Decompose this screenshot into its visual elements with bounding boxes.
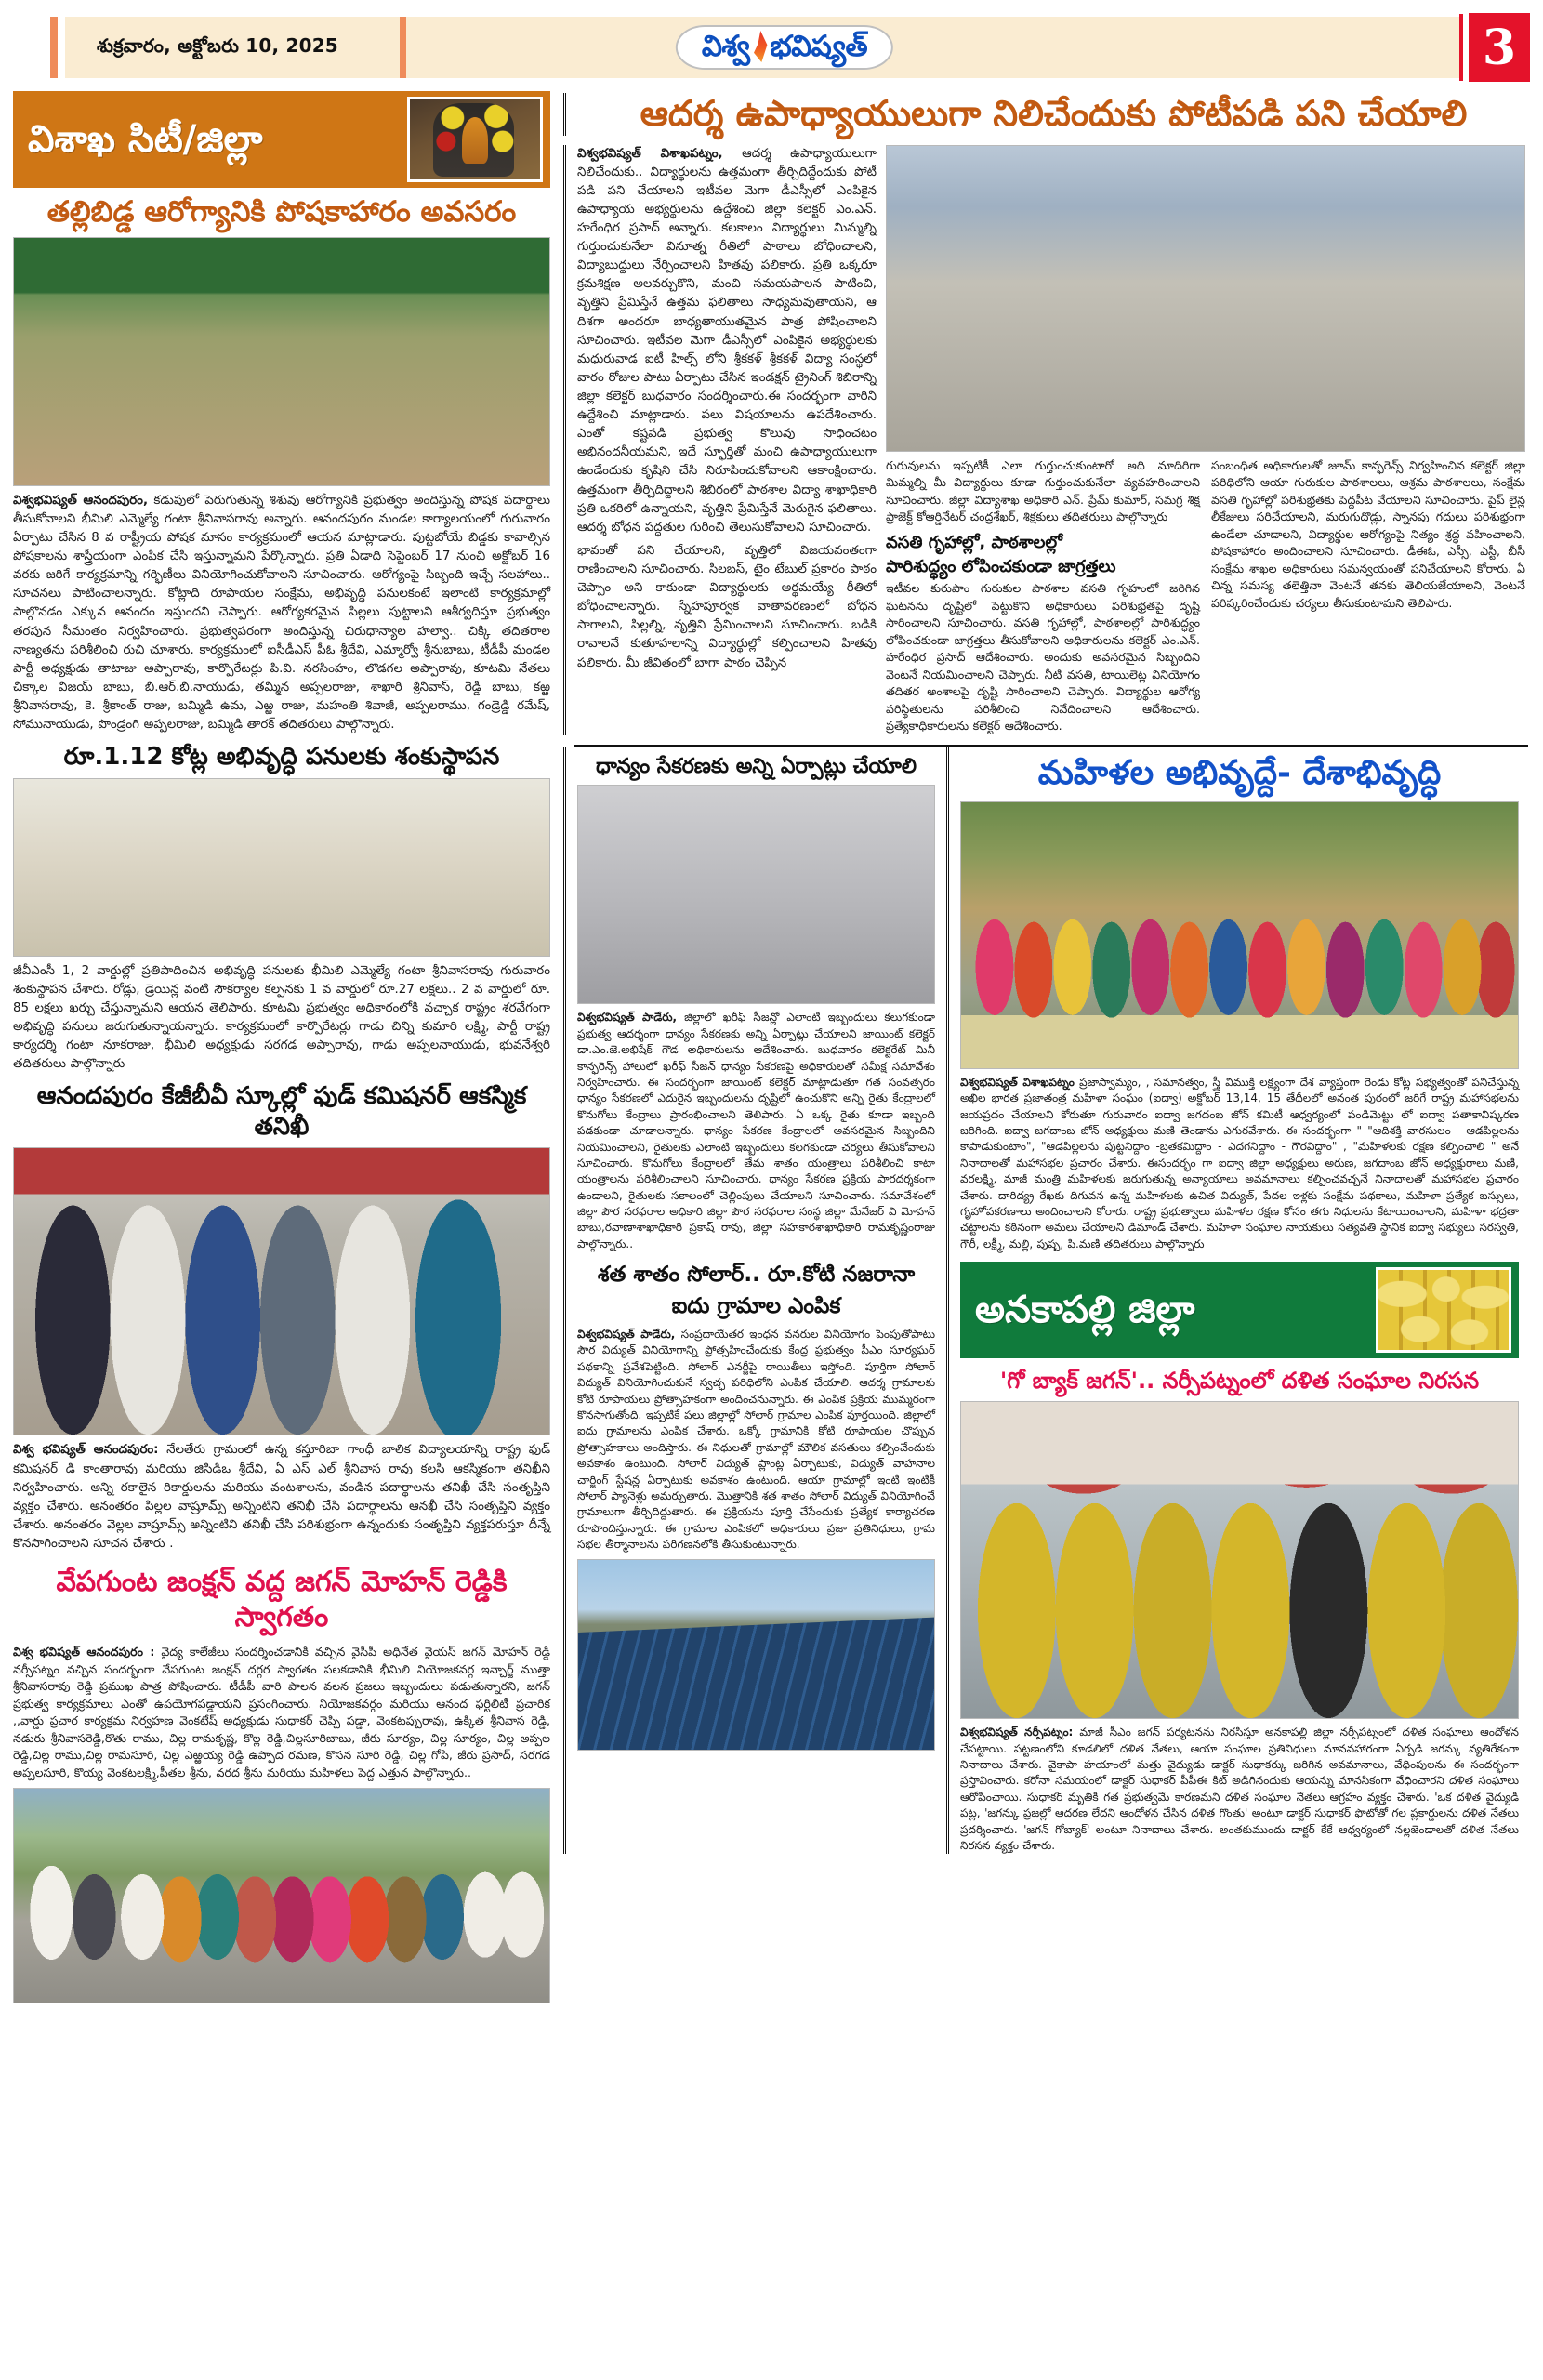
logo-text-part1: విశ్వ (701, 29, 750, 63)
grain-article-lede: విశ్వభవిష్యత్ పాడేరు, (577, 1011, 678, 1025)
grain-article-text: జిల్లాలో ఖరీఫ్ సీజన్లో ఎలాంటి ఇబ్బందులు కలుగకుండా ప్రభుత్వ ఆదర్శంగా ధాన్యం సేకరణకు అన్ని ఏర్పాట్లు చేయాలని జాయింట్ కలెక్టర్ డా.ఎం.జె.అభిషేక్ గౌడ అధికారులను ఆదేశించారు. బుధవారం కలెక్టరేట్ మినీ కాన్ఫరెన్స్ హాలులో ఖరీఫ్ సీజన్ ధాన్యం సేకరణపై అధికారులతో సమీక్ష సమావేశం నిర్వహించారు. ఈ సందర్భంగా జాయింట్ కలెక్టర్ మాట్లాడుతూ గత సంవత్సరం ధాన్యం సేకరణలో ఎదురైన ఇబ్బందులను దృష్టిలో ఉంచుకొని అన్ని రైతు కేంద్రాలలో కొనుగోలు కేంద్రాలు ప్రారంభించాలని తెలిపారు. ఏ ఒక్క రైతు కూడా ఇబ్బంది పడకుండా చూడాలన్నారు. ధాన్యం సేకరణ కేంద్రాలలో అవసరమైన సిబ్బందిని నియమించాలని, రైతులకు ఎలాంటి ఇబ్బందులు కలగకుండా చర్యలు తీసుకోవాలని సూచించారు. కొనుగోలు కేంద్రాలలో తేమ శాతం యంత్రాలు పరిశీలించి కాటా యంత్రాలను పరిశీలించాలని సూచించారు. ధాన్యం సేకరణ ప్రక్రియ పారదర్శకంగా ఉండాలని, రైతులకు సకాలంలో చెల్లింపులు చేయాలని సూచించారు. సమావేశంలో జిల్లా పౌర సరఫరాల అధికారి జిల్లా పౌర సరఫరాల సంస్థ జిల్లా మేనేజర్ వి మోహన్ బాబు,రవాణాశాఖాధికారి ప్రకాష్ రావు, జిల్లా సహకారశాఖాధికారి రామకృష్ణంరాజు పాల్గొన్నారు.. (577, 1011, 935, 1250)
collector-col3-text: సంబంధిత అధికారులతో జూమ్ కాన్ఫరెన్స్ నిర్వహించిన కలెక్టర్ జిల్లా పరిధిలోని ఆయా గురుకుల పాఠశాలలు, ఆశ్రమ పాఠశాలలు, సంక్షేమ వసతి గృహాల్లో పరిశుభ్రతకు పెద్దపీట వేయాలని సూచించారు. పైప్ లైన్ల లీకేజులు సరిచేయాలని, మరుగుదొడ్లు, స్నానపు గదులు పరిశుభ్రంగా ఉండేలా చూడాలని, విద్యార్థుల ఆరోగ్యంపై నిత్యం శ్రద్ధ వహించాలని, పోషకాహారం అందించాలని సూచించారు. డీఈఓ, ఎస్సీ, ఎస్టీ, బీసీ సంక్షేమ శాఖల అధికారులు సమన్వయంతో పనిచేయాలని కోరారు. ఏ చిన్న సమస్య తలెత్తినా వెంటనే తనకు తెలియజేయాలని, వెంటనే పరిష్కరించేందుకు చర్యలు తీసుకుంటామని తెలిపారు. (1211, 457, 1525, 610)
collector-article-text: ఆదర్శ ఉపాధ్యాయులుగా నిలిచేందుకు.. విద్యార్థులను ఉత్తమంగా తీర్చిదిద్దేందుకు పోటీ పడి పని చేయాలని ఇటీవల మెగా డీఎస్సీలో ఎంపికైన ఉపాధ్యాయ అభ్యర్థులను ఉద్దేశించి జిల్లా కలెక్టర్ ఎం.ఎన్. హరేంధిర ప్రసాద్ అన్నారు. కలకాలం విద్యార్థులు మిమ్మల్ని గుర్తుంచుకునేలా వినూత్న రీతిలో పాఠాలు బోధించాలని, విద్యాబుద్దులు నేర్పించాలని హితవు పలికారు. ప్రతి ఒక్కరూ క్రమశిక్షణ అలవర్చుకొని, మంచి సమయపాలన పాటించి, వృత్తిని ప్రేమిస్తేనే ఉత్తమ ఫలితాలు సాధ్యమవుతాయని, ఆ దిశగా అందరూ బాధ్యతాయుతమైన పాత్ర పోషించాలని సూచించారు. ఇటీవల మెగా డీఎస్సీలో ఎంపికైన అభ్యర్థులకు మధురువాడ ఐటీ హిల్స్ లోని శ్రీకకళ్ శ్రీకకళ్ విద్యా సంస్థలో వారం రోజుల పాటు ఏర్పాటు చేసిన ఇండక్షన్ ట్రైనింగ్ శిబిరాన్ని జిల్లా కలెక్టర్ బుధవారం సందర్శించారు.ఈ సందర్భంగా వారిని ఉద్దేశించి మాట్లాడారు. పలు విషయాలను ఉపదేశించారు. ఎంతో కష్టపడి ప్రభుత్వ కొలువు సాధించటం అభినందనీయమని, ఇదే స్ఫూర్తితో మంచి ఉపాధ్యాయులుగా ఉండేందుకు కృషిని చేసి నిరూపించుకోవాలని ఆకాంక్షించారు. ఉత్తమంగా తీర్చిదిద్దాలని శిబిరంలో పాఠశాల విద్యా శాఖాధికారి ప్రతి ఒకరిలో ఉన్నాయని, వృత్తిని ప్రేమిస్తేనే మెరుగైన ఫలితాలు. ఆదర్శ బోధన పద్ధతుల గురించి తెలుసుకోవాలని సూచించారు. (577, 146, 877, 535)
center-column (563, 747, 946, 1854)
collector-col2 (886, 457, 1200, 735)
solar-article-text: సంప్రదాయేతర ఇంధన వనరుల వినియోగం పెంపుతోపాటు సౌర విద్యుత్ వినియోగాన్ని ప్రోత్సహించేందుకు కేంద్ర ప్రభుత్వం పీఎం సూర్యఘర్ పథకాన్ని ప్రవేశపెట్టింది. సోలార్ ఎనర్జీపై రాయితీలు ఇస్తోంది. పూర్తిగా సోలార్ విద్యుత్ వినియోగించుకునే స్వచ్ఛ పరిధిలోని ఎంపిక చేయాలి. ఆదర్శ గ్రామాలకు కోటి రూపాయలు ప్రోత్సాహకంగా అందించనున్నారు. ఈ ఎంపిక ప్రక్రియ ముమ్మరంగా కొనసాగుతోంది. ఇప్పటికే పలు జిల్లాల్లో సోలార్ గ్రామాల ఎంపిక పూర్తయింది. జిల్లాలో ఐదు గ్రామాలను ఎంపిక చేశారు. ఒక్కో గ్రామానికి కోటి రూపాయల చొప్పున ప్రోత్సాహకాలు అందిస్తారు. ఈ నిధులతో గ్రామాల్లో మౌలిక వసతులు కల్పించేందుకు అవకాశం ఉంటుంది. సోలార్ విద్యుత్ ప్లాంట్ల ఏర్పాటుకు, విద్యుత్ వాహనాల చార్జింగ్ స్టేషన్ల ఏర్పాటుకు అవకాశం ఉంటుంది. ఆయా గ్రామాల్లో ఇంటి ఇంటికీ సోలార్ ప్యానెళ్లు అమర్చుతారు. మొత్తానికి శత శాతం సోలార్ విద్యుత్ వినియోగించే గ్రామాలుగా తీర్చిదిద్దుతారు. ఈ ప్రక్రియను పూర్తి చేసేందుకు ప్రత్యేక కార్యాచరణ రూపొందిస్తున్నారు. ఈ గ్రామాల ఎంపికలో అధికారులు ప్రజా ప్రతినిధులు, గ్రామ సభల తీర్మానాలను పరిగణనలోకి తీసుకుంటున్నారు. (577, 1328, 935, 1552)
masthead (65, 17, 1517, 78)
dalit-protest-text: మాజీ సీఎం జగన్ పర్యటనను నిరసిస్తూ అనకాపల్లి జిల్లా నర్సీపట్నంలో దళిత సంఘాలు ఆందోళన చేపట్టాయి. పట్టణంలోని కూడలిలో దళిత నేతలు, ఆయా సంఘాల ప్రతినిధులు మానవహారంగా ఏర్పడి జగన్కు వ్యతిరేకంగా నినాదాలు చేశారు. వైకాపా హయాంలో మత్తు వైద్యుడు డాక్టర్ సుధాకర్కు జరిగిన అవమానాలు, వేధింపులను ఈ సందర్భంగా ప్రస్తావించారు. కరోనా సమయంలో డాక్టర్ సుధాకర్ పీపీఈ కిట్ అడిగినందుకు ఆయన్ను మానసికంగా వేధించారని దళిత సంఘాలు ఆరోపించాయి. సుధాకర్ మృతికి గత ప్రభుత్వమే కారణమని దళిత సంఘాల నేతలు ఆగ్రహం వ్యక్తం చేశారు. 'ఒక దళిత వైద్యుడి పట్ల, 'జగన్కు ప్రజల్లో ఆదరణ లేదని ఆందోళన చేసిన దళిత గొంతు' అంటూ డాక్టర్ సుధాకర్ ఫొటోతో గల ప్లకార్డులను దళిత నేతలు ప్రదర్శించారు. 'జగన్ గోబ్యాక్' అంటూ నినాదాలు చేశారు. అంతకుముందు డాక్టర్ కేకే ఆధ్వర్యంలో నల్లజెండాలతో దళిత నేతలు నిరసన వ్యక్తం చేశారు. (960, 1726, 1519, 1852)
publication-date: శుక్రవారం, అక్టోబరు 10, 2025 (97, 33, 338, 57)
foundation-stone-ceremony-photo (13, 778, 550, 957)
flame-icon (752, 31, 767, 62)
solar-panel-farm-photo (577, 1559, 935, 1751)
anakapalli-district-title: అనకాపల్లి జిల్లా (975, 1289, 1195, 1332)
hostel-body-text: ఇటీవల కురుపాం గురుకుల పాఠశాల వసతి గృహంలో జరిగిన ఘటనను దృష్టిలో పెట్టుకొని అధికారులు పరిశుభ్రతపై దృష్టి సారించాలని సూచించారు. వసతి గృహాల్లో, పాఠశాలల్లో పారిశుద్ధ్యం లోపించకుండా జాగ్రత్తలు తీసుకోవాలని అధికారులను కలెక్టర్ ఎం.ఎన్. హరేంధిర ప్రసాద్ ఆదేశించారు. అందుకు అవసరమైన సిబ్బందిని వెంటనే నియమించాలని చెప్పారు. నీటి వసతి, టాయిలెట్ల వినియోగం తదితర అంశాలపై దృష్టి సారించాలని చెప్పారు. విద్యార్థుల ఆరోగ్య పరిస్థితులను పరిశీలించి నివేదించాలని ఆదేశించారు. ప్రత్యేకాధికారులను కలెక్టర్ ఆదేశించారు. (886, 581, 1200, 734)
collector-story-right (886, 145, 1525, 735)
women-rally-photo (960, 801, 1519, 1069)
visakha-district-banner (13, 91, 550, 188)
collector-article-body (577, 145, 877, 537)
main-headline: ఆదర్శ ఉపాధ్యాయులుగా నిలిచేందుకు పోటీపడి పని చేయాలి (640, 93, 1468, 134)
page-columns (13, 91, 1530, 2350)
masthead-left-accent-bar (50, 17, 58, 78)
collector-lower-cols (886, 457, 1525, 735)
collector-article-cont: భావంతో పని చేయాలని, వృత్తిలో విజయవంతంగా రాణించాలని సూచించారు. సిలబస్, టైం టేబుల్ ప్రకారం పాఠం చెప్పాం అని కాకుండా విద్యార్థులకు అర్థమయ్యే రీతిలో బోధించాలన్నారు. స్నేహపూర్వక వాతావరణంలో బోధన సాగాలని, పిల్లల్ని, వృత్తిని ప్రేమించాలని సూచించారు. బడికి రావాలనే కుతూహలాన్ని విద్యార్థుల్లో కల్పించాలని హితవు పలికారు. మీ జీవితంలో బాగా పాఠం చెప్పిన (577, 543, 877, 670)
right-column (946, 747, 1519, 1854)
hostel-subhead-line2: పారిశుద్ధ్యం లోపించకుండా జాగ్రత్తలు (886, 556, 1116, 576)
visakha-district-title: విశాఖ సిటీ/జిల్లా (28, 118, 263, 161)
solar-article-lede: విశ్వభవిష్యత్ పాడేరు, (577, 1328, 676, 1342)
dalit-protest-body (960, 1725, 1519, 1854)
hostel-subhead-line1: వసతి గృహాల్లో, పాఠశాలల్లో (886, 532, 1062, 552)
grain-headline: ధాన్యం సేకరణకు అన్ని ఏర్పాట్లు చేయాలి (596, 754, 917, 778)
anakapalli-district-banner (960, 1262, 1519, 1358)
lower-split (563, 747, 1530, 1854)
newspaper-logo (676, 25, 893, 70)
welcome-article-lede: విశ్వ భవిష్యత్ ఆనందపురం : (13, 1645, 155, 1659)
nutrition-headline: తల్లిబిడ్డ ఆరోగ్యానికి పోషకాహారం అవసరం (46, 195, 517, 229)
left-column (13, 91, 563, 2350)
welcome-rally-photo (13, 1788, 550, 2003)
foundation-headline: రూ.1.12 కోట్ల అభివృద్ధి పనులకు శంకుస్థాపన (63, 743, 500, 772)
collector-col3 (1211, 457, 1525, 735)
women-article-text: ప్రజాస్వామ్యం, , సమానత్వం, స్త్రీ విముక్తి లక్ష్యంగా దేశ వ్యాప్తంగా రెండు కోట్ల సభ్యత్వంతో పనిచేస్తున్న అఖిల భారత ప్రజాతంత్ర మహిళా సంఘం (ఐద్వా) అక్టోబర్ 13,14, 15 తేదీలలో అనంత పురంలో జరిగే రాష్ట్ర మహాసభలను జయప్రదం చేయాలని కోరుతూ గురువారం ఐద్వా జగదంబ జోన్ కమిటీ ఆధ్వర్యంలో పండిమెట్టు లో ఐద్వా పతాకావిష్కరణ జరిగింది. ఐద్వా జగదాంబ జోన్ అధ్యక్షులు మణి తెండాను ఎగురవేశారు. ఈ సందర్భంగా " "ఆదిశక్తి వారసులం - ఆడపిల్లలను కాపాడుకుంటాం", "ఆడపిల్లలను పుట్టనిద్దాం -బ్రతకమిద్దాం - ఎదగనిద్దాం - గౌరవిద్దాం" , "మహిళలకు రక్షణ కల్పించాలి " అనే నినాదాలతో మహాసభల ప్రచారం చేశారు. ఈసందర్భం గా ఐద్వా జిల్లా అధ్యక్షులు అరుణ, జగదాంబ జోన్ అధ్యక్షురాలు మణి, వరలక్ష్మి, మాజీ మంత్రి మహిళలకు జరుగుతున్న అన్యాయాలు అవమానాలు కల్పించవచ్చనే నినాదాలతో మహాసభల ప్రచారం చేశారు. దారిద్య్ర రేఖకు దిగువన ఉన్న మహిళలకు ఉచిత విద్యుత్, పేదల ఇళ్లకు సంక్షేమ పథకాలు, మహిళా ప్రత్యేక బస్సులు, గృహోపకరణాలు అందించాలని కోరారు. రాష్ట్ర ప్రభుత్వాలు మహిళల రక్షణ కోసం తగు నిధులను కేటాయించాలని, మహిళా భద్రతా చట్టాలను కఠినంగా అమలు చేయాలని డిమాండ్ చేశారు. మహిళా సంఘాల నాయకులు సత్యవతి స్థానిక ఐద్వా సభ్యులు సరస్వతి, గౌరీ, లక్ష్మీ, మల్లి, పుష్ప, పి.మణి తదితరులు పాల్గొన్నారు (960, 1075, 1519, 1250)
main-headline-wrap (563, 93, 1530, 136)
dalit-protest-headline: 'గో బ్యాక్ జగన్'.. నర్సీపట్నంలో దళిత సంఘాల నిరసన (999, 1368, 1480, 1395)
jaggery-blocks-photo (1376, 1267, 1511, 1353)
school-food-inspection-photo (13, 1147, 550, 1435)
inspection-article-body (13, 1441, 550, 1554)
collector-col2-text: గురువులను ఇప్పటికీ ఎలా గుర్తుంచుకుంటారో అది మాదిరిగా మిమ్మల్ని మీ విద్యార్థులు కూడా గుర్తుంచుకునేలా వ్యవహరించాలని సూచించారు. జిల్లా విద్యాశాఖ అధికారి ఎన్. ప్రేమ్ కుమార్, సమగ్ర శిక్ష ప్రాజెక్ట్ కోఆర్డినేటర్ చంద్రశేఖర్, శిక్షకులు తదితరులు పాల్గొన్నారు (886, 457, 1200, 524)
dalit-protest-photo (960, 1401, 1519, 1719)
joint-collector-photo (577, 785, 935, 1004)
page-number-badge: 3 (1469, 13, 1530, 82)
women-development-headline: మహిళల అభివృద్దే- దేశాభివృద్ధి (1037, 753, 1442, 792)
collector-story-col1 (577, 145, 886, 735)
welcome-article-body (13, 1644, 550, 1781)
nutrition-article-text: కడుపులో పెరుగుతున్న శిశువు ఆరోగ్యానికి ప్రభుత్వం అందిస్తున్న పోషక పదార్థాలు తీసుకోవాలని భీమిలి ఎమ్మెల్యే గంటా శ్రీనివాసరావు అన్నారు. ఆనందపురం మండల కార్యాలయంలో గురువారం ఏర్పాటు చేసిన 8 వ రాష్ట్రీయ పోషక మాసం కార్యక్రమంలో ఆయన మాట్లాడారు. పుట్టబోయే బిడ్డకు కావాల్సిన పోషకాలను శాస్త్రీయంగా ఎంపిక చేసి ఇస్తున్నామని పేర్కొన్నారు. ప్రతి ఏడాది సెప్టెంబర్ 17 నుంచి అక్టోబర్ 16 వరకు జరిగే కార్యక్రమాన్ని గర్భిణీలు వినియోగించుకోవాలని సూచించారు. ఆరోగ్యంపై సిబ్బంది ఇచ్చే సలహాలు.. సూచనలు పాటించాలన్నారు. కోట్లాది రూపాయల సంక్షేమ, అభివృద్ధి పనులకంటే ఇలాంటి కార్యక్రమాల్లో పాల్గొనడం ఎక్కువ ఆనందం ఇస్తుందని చెప్పారు. ఆరోగ్యకరమైన పిల్లలు పుట్టాలని ఆశీర్వదిస్తూ ప్రభుత్వం తరపున సీమంతం నిర్వహించారు. ప్రభుత్వపరంగా అందిస్తున్న చిరుధాన్యాల హల్వా.. చిక్కి తదితరాల నాణ్యతను పరిశీలించి రుచి చూశారు. కార్యక్రమంలో ఐసీడీఎస్ పీఓ శ్రీదేవి, ఎమ్మార్వో శ్రీనుబాబు, టీడీపీ మండల పార్టీ అధ్యక్షుడు తాటాజు అప్పారావు, కార్పొరేటర్లు పి.వి. నరసింహం, లొడగల అప్పారావు, కూటమి నేతలు చిక్కాల విజయ్ బాబు, బి.ఆర్.బి.నాయుడు, తమ్మిన అప్పలరాజు, శాఖారి శ్రీనివాస్, రెడ్డి బాబు, కఱ్ఱ శ్రీనివాసరావు, కె. శ్రీకాంత్ రాజు, బమ్మిడి ఉమ, ఎఱ్ఱ రాజు, మహంతి శివాజీ, అప్పలరాము, గండ్రెడ్డి రమేష్, సోమునాయుడు, పొండ్రంగి అప్పలరాజు, బమ్మిడి తారక్ తదితరులు పాల్గొన్నారు. (13, 493, 550, 733)
solar-headline-line2: ఐదు గ్రామాల ఎంపిక (671, 1294, 841, 1319)
nutrition-article-body (13, 492, 550, 734)
inspection-article-lede: విశ్వ భవిష్యత్ ఆనందపురం: (13, 1443, 159, 1458)
foundation-article-body: జీవీఎంసీ 1, 2 వార్డుల్లో ప్రతిపాదించిన అభివృద్ధి పనులకు భీమిలి ఎమ్మెల్యే గంటా శ్రీనివాసరావు గురువారం శంకుస్థాపన చేశారు. రోడ్లు, డ్రెయిన్ల వంటి సౌకర్యాల కల్పనకు 1 వ వార్డులో రూ.27 లక్షలు.. 2 వ వార్డులో రూ. 85 లక్షలు ఖర్చు చేస్తున్నామని ఆయన తెలిపారు. కూటమి ప్రభుత్వం అధికారంలోకి వచ్చాక రాష్ట్రం శరవేగంగా అభివృద్ధి పనులు జరుగుతున్నాయన్నారు. కార్యక్రమంలో కార్పొరేటర్లు గాడు చిన్ని కుమారి లక్ష్మి, పార్టీ రాష్ట్ర కార్యదర్శి గంటా నూకరాజు, భీమిలి అధ్యక్షుడు సరగడ అప్పారావు, గాడు అప్పలనాయుడు, భువనేశ్వరి తదితరులు పాల్గొన్నారు (13, 963, 550, 1072)
solar-headline-line1: శత శాతం సోలార్.. రూ.కోటి నజరానా (597, 1263, 916, 1288)
collector-story (563, 145, 1530, 735)
women-article-lede: విశ్వభవిష్యత్ విశాఖపట్నం (960, 1075, 1075, 1089)
nutrition-article-lede: విశ్వభవిష్యత్ ఆనందపురం, (13, 493, 149, 508)
nutrition-month-event-photo (13, 237, 550, 486)
collector-article-lede: విశ్వభవిష్యత్ విశాఖపట్నం, (577, 146, 723, 161)
logo-text-part2: భవిష్యత్ (770, 29, 868, 63)
welcome-headline: వేపగుంట జంక్షన్ వద్ద జగన్ మోహన్ రెడ్డికి స్వాగతం (56, 1566, 508, 1633)
dalit-protest-lede: విశ్వభవిష్యత్ నర్సీపట్నం: (960, 1726, 1074, 1739)
grain-article-body (577, 1010, 935, 1252)
center-right-block (563, 91, 1530, 2350)
inspection-article-text: నేలతేరు గ్రామంలో ఉన్న కస్తూరిబా గాంధీ బాలిక విద్యాలయాన్ని రాష్ట్ర ఫుడ్ కమిషనర్ డి కాంతారావు మరియు జిసిడిఒ శ్రీదేవి, ఏ ఎస్ ఎల్ శ్రీనివాస రావు కలసి ఆకస్మికంగా తనిఖీని నిర్వహించారు. అన్ని రకాలైన రికార్డులను మరియు వంటశాలను, వండిన పదార్థాలను తనిఖీ చేసి సంతృప్తిని వ్యక్తం చేశారు. అనంతరం పిల్లల వాష్రూమ్స్ అన్నింటిని తనిఖీ చేసి పదార్థాలను ఆనఖీ చేసి సంతృప్తిని వ్యక్తం చేశారు. అనంతరం వెల్లల వాష్రూమ్స్ అన్నింటిని తనిఖీ చేసి పరిశుభ్రంగా ఉన్నందుకు సంతృప్తిని వ్యక్తపరుస్తూ దీన్నే కొనసాగించాలని సూచన చేశారు . (13, 1443, 551, 1551)
women-article-body (960, 1075, 1519, 1252)
welcome-article-text: వైద్య కాలేజీలు సందర్శించడానికి వచ్చిన వైసీపీ అధినేత వైయస్ జగన్ మోహన్ రెడ్డి నర్సీపట్నం వచ్చిన సందర్భంగా వేపగుంట జంక్షన్ దగ్గర స్వాగతం పలకడానికి భీమిలి నియోజకవర్గ ఇన్చార్జ్ ముత్తా శ్రీనివాసరావు రెడ్డి ప్రముఖ పాత్ర పోషించారు. టీడీపీ వారి పాలన వలన ప్రజలు ఇబ్బందులు పడుతున్నారని, జగన్ ప్రభుత్వ కార్యక్రమాలు ఎంతో ఉపయోగపడ్డాయని ప్రసంగించారు. నియోజకవర్గం మరియు ఆనంద ఫర్టిలిటీ ప్రచారిక ,,వార్డు ప్రచార కార్యక్రమ నిర్వహణ వెంకటేష్ అధ్యక్షుడు సుధాకర్ చెప్పి పడ్డా, వెంకటప్పురావు, ఉక్కిత శ్రీనివాస రెడ్డి, నడురు శ్రీనివాసరెడ్డి,రొతు రాము, చిల్ల రామకృష్ణ, కొల్ల రెడ్డి,చిల్లసూరిబాబు, జీరు సూర్యం, చిల్ల సూర్యం, చిల్ల అప్పల రెడ్డి,చిల్ల రాము,చిల్ల రామసూరి, చిల్ల ఎఱ్ఱయ్య రెడ్డి ఉప్పాద రమణ, కొసన సూరి రెడ్డి, చిల్ల గోపి, జీరు ప్రసాద్, సరగడ అప్పలసూరి, కొయ్య వెంకటలక్ష్మి,పీతల శ్రీను, వరద శ్రీను మరియు మహిళలు పెద్ద ఎత్తున పాల్గొన్నారు.. (13, 1645, 550, 1779)
solar-article-body (577, 1327, 935, 1553)
inspection-headline: ఆనందపురం కేజీబీవీ స్కూల్లో ఫుడ్ కమిషనర్ ఆకస్మిక తనిఖీ (36, 1082, 527, 1141)
temple-deity-photo (407, 97, 543, 182)
masthead-date-divider-bar (400, 17, 406, 78)
collector-meeting-photo (886, 145, 1525, 452)
